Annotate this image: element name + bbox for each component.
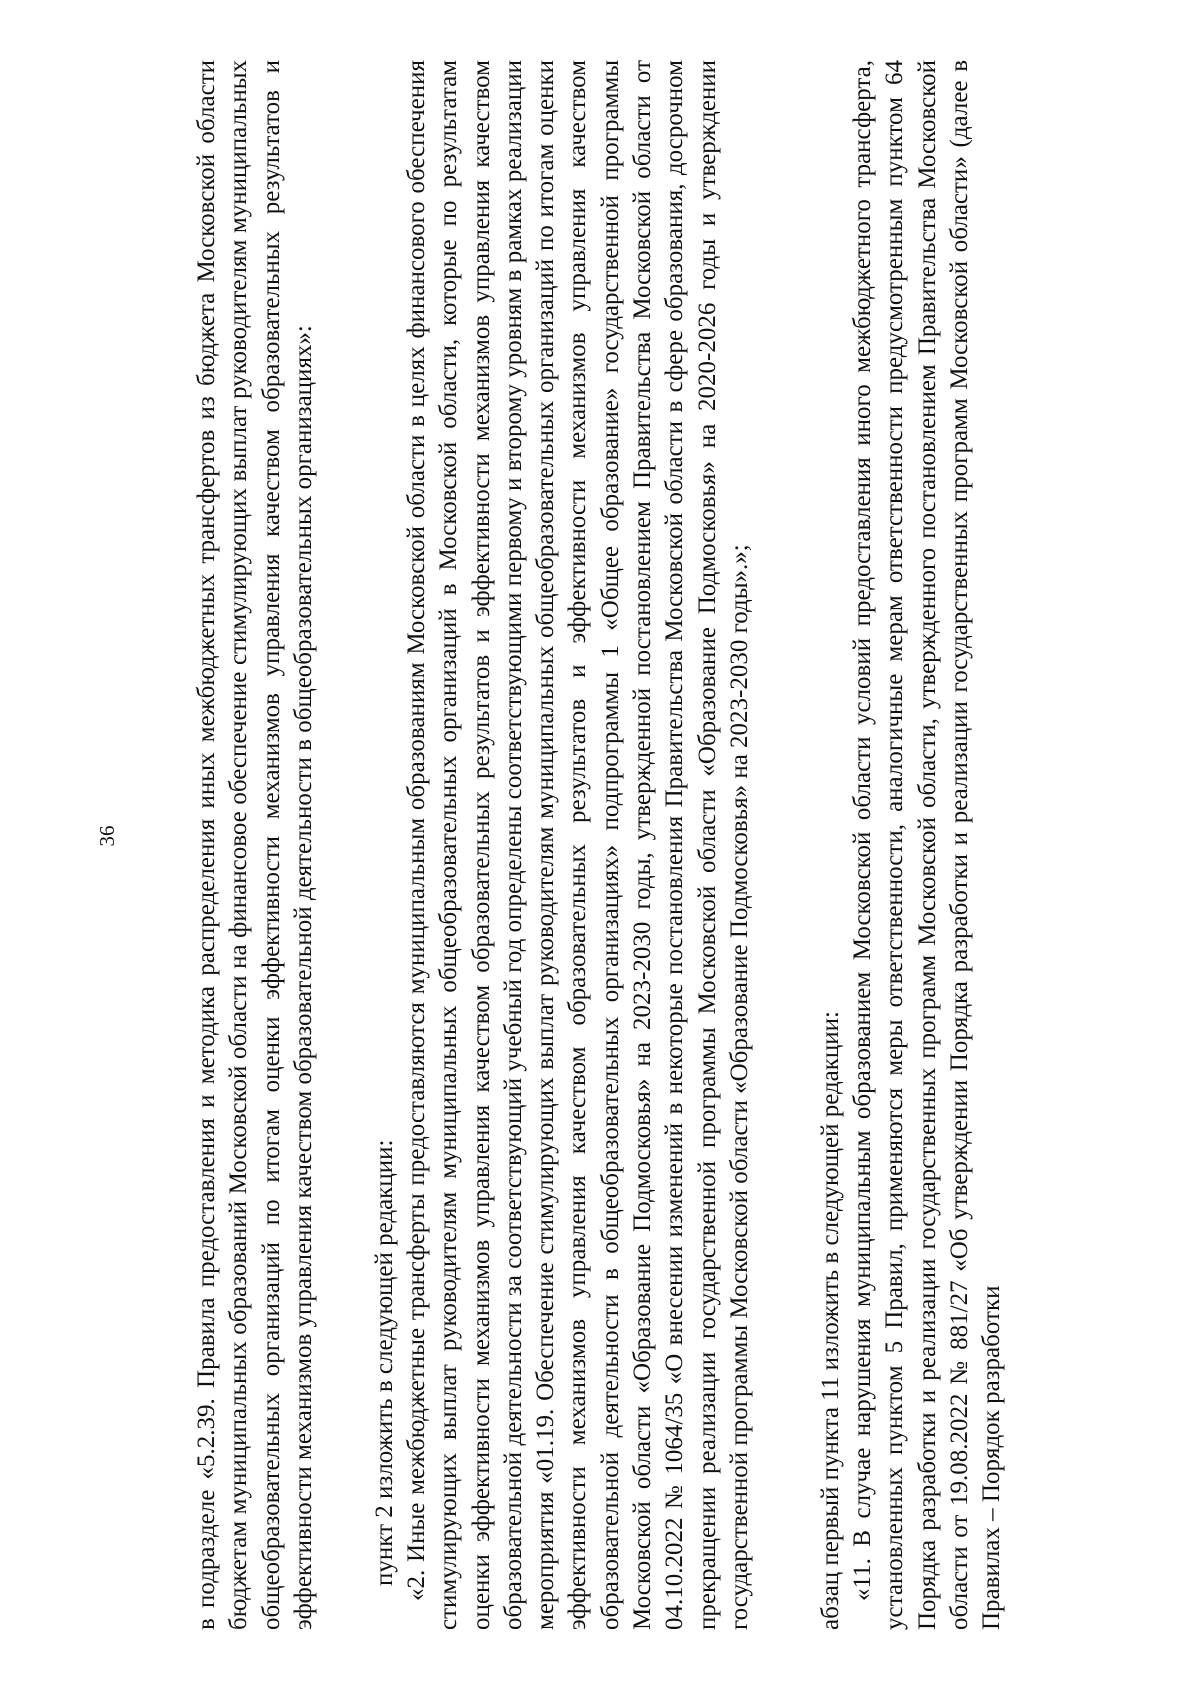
paragraph-item-2-intro: пункт 2 изложить в следующей редакции: [371,1139,398,1586]
page-number: 36 [95,825,119,847]
paragraph-item-11-intro: абзац первый пункта 11 изложить в следующей редакции: [817,1010,844,1630]
paragraph-item-11-text: «11. В случае нарушения муниципальным образованием Московской области условий предоставления иного межбюджетного трансферта, установленных пунктом 5 Правил, применяются меры ответственности, аналогичные мерам ответственности предусмотренным пунктом 64 Порядка разработки и реализации государственных программ Московской области, утвержденного постановлением Правительства Московской области от 19.08.2022 № 881/27 «Об утверждении Порядка разработки и реализации государственных программ Московской области» (далее в Правилах – Порядок разработки [849,60,1006,1630]
document-body [191,60,1031,1630]
paragraph-item-2-text: «2. Иные межбюджетные трансферты предоставляются муниципальным образованиям Московской области в целях финансового обеспечения стимулирующих выплат руководителям муниципальных общеобразовательных организаций в Московской области, которые по результатам оценки эффективности механизмов управления качеством образовательных результатов и эффективности механизмов управления качеством образовательной деятельности за соответствующий учебный год определены соответствующими первому и второму уровням в рамках реализации мероприятия «01.19. Обеспечение стимулирующих выплат руководителям муниципальных общеобразовательных организаций по итогам оценки эффективности механизмов управления качеством образовательных результатов и эффективности механизмов управления качеством образовательной деятельности в общеобразовательных организациях» подпрограммы 1 «Общее образование» государственной программы Московской области «Образование Подмосковья» на 2023-2030 годы, утвержденной постановлением Правительства Московской области от 04.10.2022 № 1064/35 «О внесении изменений в некоторые постановления Правительства Московской области в сфере образования, досрочном прекращении реализации государственной программы Московской области «Образование Подмосковья» на 2020-2026 годы и утверждении государственной программы Московской области «Образование Подмосковья» на 2023-2030 годы».»; [403,60,753,1630]
paragraph-subsection-5-2-39: в подразделе «5.2.39. Правила предоставления и методика распределения иных межбюджетных трансфертов из бюджета Московской области бюджетам муниципальных образований Московской области на финансовое обеспечение стимулирующих выплат руководителям муниципальных общеобразовательных организаций по итогам оценки эффективности механизмов управления качеством образовательных результатов и эффективности механизмов управления качеством образовательной деятельности в общеобразовательных организациях»: [193,60,317,1630]
